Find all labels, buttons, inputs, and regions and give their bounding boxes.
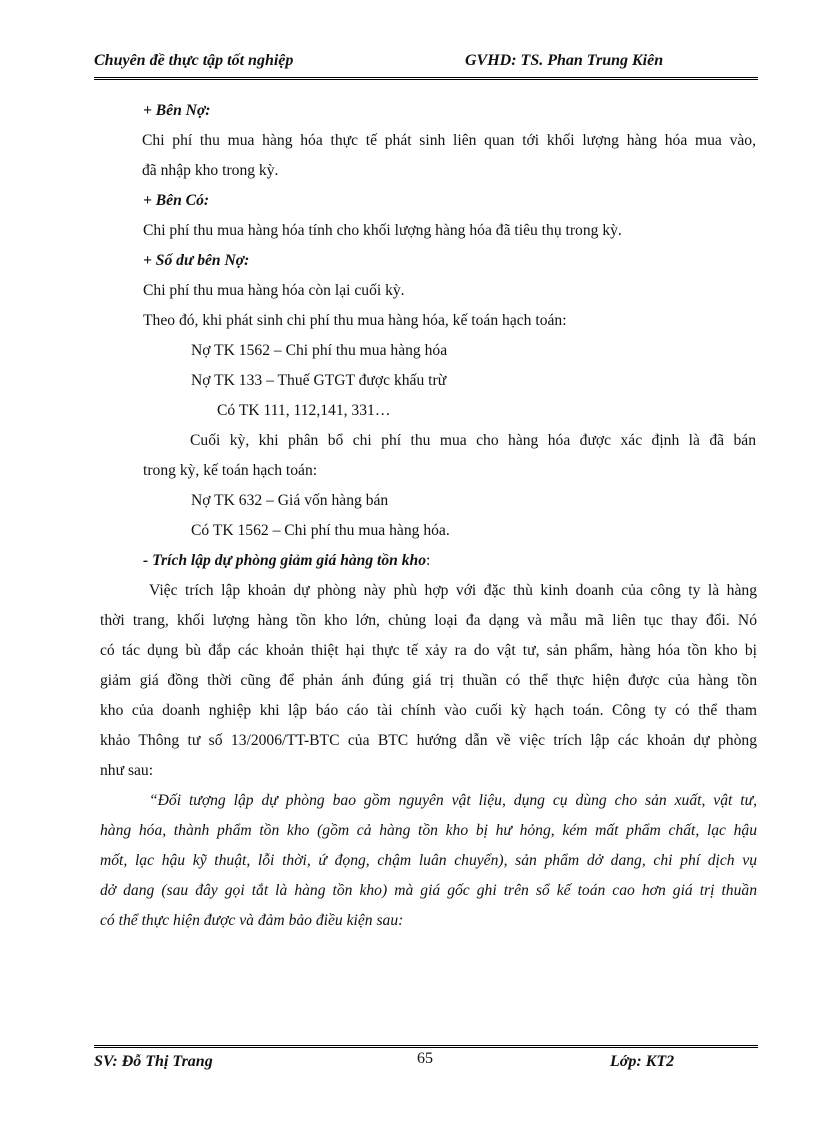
header-course-title: Chuyên đề thực tập tốt nghiệp [94, 52, 294, 69]
para-line: giảm giá đồng thời cũng để phản ánh đúng giá trị thuần có thể thực hiện được của hàng tồn [100, 672, 757, 689]
so-du-heading: + Số dư bên Nợ: [143, 252, 250, 269]
ben-co-line: Chi phí thu mua hàng hóa tính cho khối lượng hàng hóa đã tiêu thụ trong kỳ. [143, 222, 622, 239]
trich-lap-colon: : [426, 552, 431, 569]
entry1-debit-1562: Nợ TK 1562 – Chi phí thu mua hàng hóa [191, 342, 448, 359]
page-footer [94, 1050, 758, 1076]
para-line: kho của doanh nghiệp khi lập báo cáo tài chính vào cuối kỳ hạch toán. Công ty có thể tham [100, 702, 757, 719]
page-body [100, 96, 757, 936]
ben-no-line-2: đã nhập kho trong kỳ. [142, 162, 279, 179]
quote-line: mốt, lạc hậu kỹ thuật, lỗi thời, ứ đọng, chậm luân chuyển), sản phẩm dở dang, chi phí dịch vụ [100, 852, 757, 869]
theo-do-line: Theo đó, khi phát sinh chi phí thu mua hàng hóa, kế toán hạch toán: [143, 312, 567, 329]
quote-line: có thể thực hiện được và đảm bảo điều kiện sau: [100, 912, 404, 929]
para-line: khảo Thông tư số 13/2006/TT-BTC của BTC hướng dẫn về việc trích lập các khoản dự phòng [100, 732, 757, 749]
cuoi-ky-line-2: trong kỳ, kế toán hạch toán: [143, 462, 318, 479]
trich-lap-heading: - Trích lập dự phòng giảm giá hàng tồn kho [143, 552, 427, 569]
header-rule [94, 77, 758, 80]
regulation-quote [100, 786, 757, 936]
entry2-debit-632: Nợ TK 632 – Giá vốn hàng bán [191, 492, 389, 509]
para-line: như sau: [100, 762, 154, 779]
ben-no-heading: + Bên Nợ: [143, 102, 211, 119]
ben-co-heading: + Bên Có: [143, 192, 210, 209]
page-number: 65 [417, 1050, 433, 1067]
provision-paragraph [100, 576, 757, 786]
quote-line: “Đối tượng lập dự phòng bao gồm nguyên vật liệu, dụng cụ dùng cho sản xuất, vật tư, [149, 792, 757, 809]
header-supervisor: GVHD: TS. Phan Trung Kiên [465, 52, 664, 69]
footer-rule [94, 1045, 758, 1048]
quote-line: dở dang (sau đây gọi tắt là hàng tồn kho) mà giá gốc ghi trên sổ kế toán cao hơn giá trị thuần [100, 882, 757, 899]
so-du-line: Chi phí thu mua hàng hóa còn lại cuối kỳ. [143, 282, 405, 299]
entry1-credit: Có TK 111, 112,141, 331… [217, 402, 391, 419]
entry1-debit-133: Nợ TK 133 – Thuế GTGT được khấu trừ [191, 372, 447, 389]
footer-student: SV: Đỗ Thị Trang [94, 1053, 213, 1070]
cuoi-ky-line-1: Cuối kỳ, khi phân bổ chi phí thu mua cho hàng hóa được xác định là đã bán [190, 432, 756, 449]
page-header [94, 50, 758, 74]
para-line: có tác dụng bù đắp các khoản thiệt hại thực tế xảy ra do vật tư, sản phẩm, hàng hóa tồn kho bị [100, 642, 757, 659]
para-line: thời trang, khối lượng hàng tồn kho lớn, chủng loại đa dạng và mẫu mã liên tục thay đổi. Nó [100, 612, 757, 629]
trich-lap-heading-line [143, 546, 755, 576]
footer-class: Lớp: KT2 [610, 1053, 675, 1070]
para-line: Việc trích lập khoản dự phòng này phù hợp với đặc thù kinh doanh của công ty là hàng [149, 582, 757, 599]
entry2-credit-1562: Có TK 1562 – Chi phí thu mua hàng hóa. [191, 522, 450, 539]
ben-no-line-1: Chi phí thu mua hàng hóa thực tế phát sinh liên quan tới khối lượng hàng hóa mua vào, [142, 132, 756, 149]
quote-line: hàng hóa, thành phẩm tồn kho (gồm cả hàng tồn kho bị hư hỏng, kém mất phẩm chất, lạc hậu [100, 822, 757, 839]
